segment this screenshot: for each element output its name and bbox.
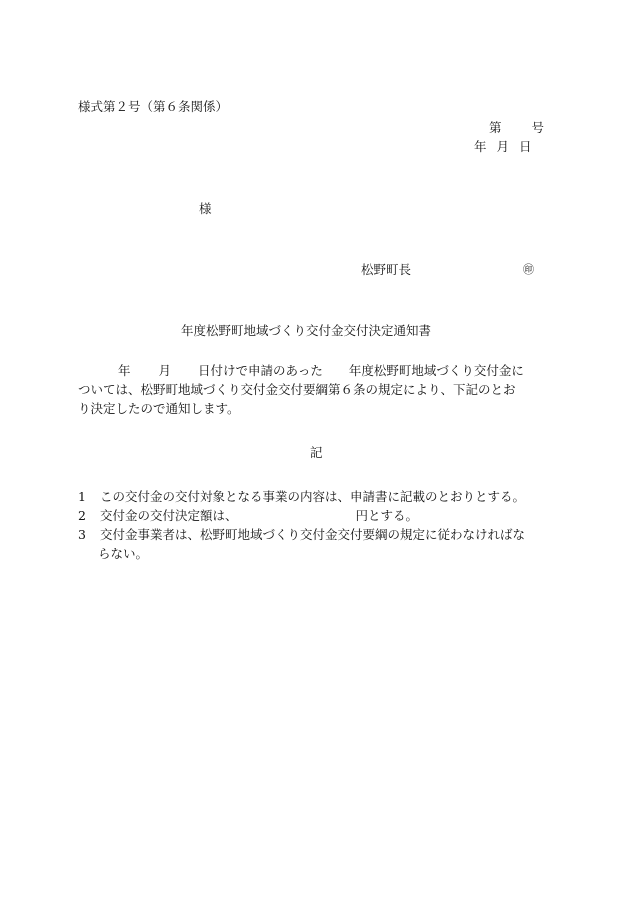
item-text-after: 円とする。 — [355, 508, 419, 523]
document-title: 年度松野町地域づくり交付金交付決定通知書 — [181, 323, 432, 338]
list-item — [78, 506, 568, 525]
form-label: 様式第２号（第６条関係） — [78, 99, 229, 114]
seal-mark: ㊞ — [523, 263, 534, 276]
item-text: この交付金の交付対象となる事業の内容は、申請書に記載のとおりとする。 — [100, 489, 526, 504]
list-item — [78, 487, 568, 506]
body-line-1 — [78, 361, 560, 380]
issue-number — [489, 122, 544, 135]
issue-date — [474, 141, 532, 154]
body-year: 年 — [118, 363, 131, 378]
item-text-before: 交付金の交付決定額は、 — [100, 508, 238, 523]
ki-heading: 記 — [310, 445, 323, 460]
issue-number-prefix: 第 — [489, 120, 502, 135]
issue-number-suffix: 号 — [531, 120, 545, 135]
body-phrase-2: 年度松野町地域づくり交付金に — [348, 363, 524, 378]
date-year: 年 — [474, 139, 487, 154]
body-phrase-1: 日付けで申請のあった — [198, 363, 323, 378]
body-month: 月 — [158, 363, 172, 378]
list-item — [78, 525, 568, 563]
item-number: 1 — [78, 489, 86, 504]
item-number: 2 — [78, 508, 86, 523]
addressee-honorific: 様 — [199, 201, 212, 216]
body-line-2: ついては、松野町地域づくり交付金交付要綱第６条の規定により、下記のとお — [78, 382, 516, 397]
body-paragraph — [78, 361, 560, 418]
item-number: 3 — [78, 527, 86, 542]
item-continuation: らない。 — [98, 546, 149, 561]
date-month: 月 — [496, 139, 510, 154]
sender-name: 松野町長 — [361, 262, 412, 277]
item-text: 交付金事業者は、松野町地域づくり交付金交付要綱の規定に従わなければな — [100, 527, 526, 542]
date-day: 日 — [519, 139, 532, 154]
item-list — [78, 487, 568, 563]
body-line-3: り決定したので通知します。 — [78, 401, 240, 416]
